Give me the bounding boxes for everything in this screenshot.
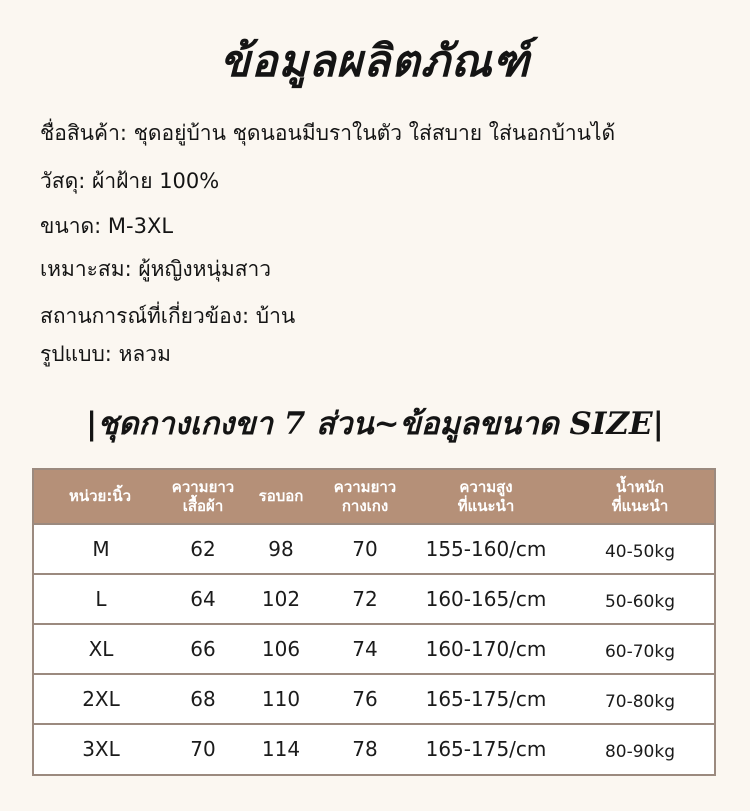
table-row: [34, 673, 714, 723]
product-name-value: ชุดอยู่บ้าน ชุดนอนมีบราในตัว ใส่สบาย ใส่นอกบ้านได้: [133, 121, 616, 145]
chest-cell: 114: [261, 737, 301, 761]
occasion-row: [40, 301, 720, 331]
weight-cell: 70-80kg: [604, 692, 676, 712]
weight-cell: 40-50kg: [604, 542, 676, 562]
occasion-value: บ้าน: [255, 304, 296, 328]
table-row: [34, 523, 714, 573]
height-cell: 155-160/cm: [425, 537, 547, 561]
height-cell: 160-165/cm: [425, 587, 547, 611]
table-row: [34, 573, 714, 623]
shirt-length-cell: 64: [190, 587, 216, 611]
chest-cell: 106: [261, 637, 301, 661]
suitable-for-row: [40, 254, 720, 284]
suitable-for-value: ผู้หญิงหนุ่มสาว: [138, 257, 272, 281]
height-cell: 165-175/cm: [425, 737, 547, 761]
size-cell: L: [95, 587, 107, 611]
height-cell: 165-175/cm: [425, 687, 547, 711]
shirt-length-cell: 68: [190, 687, 216, 711]
size-range-value: M-3XL: [107, 214, 174, 238]
chest-cell: 98: [268, 537, 294, 561]
chest-header: รอบอก: [258, 487, 304, 505]
shirt-length-header: ความยาว เสื้อผ้า: [171, 477, 235, 515]
weight-cell: 50-60kg: [604, 592, 676, 612]
weight-cell: 80-90kg: [604, 742, 676, 762]
material-row: [40, 166, 720, 196]
size-chart-table: [32, 468, 716, 776]
chest-cell: 102: [261, 587, 301, 611]
pants-length-cell: 78: [352, 737, 378, 761]
table-row: [34, 623, 714, 673]
style-value: หลวม: [118, 342, 171, 366]
style-row: [40, 339, 720, 369]
shirt-length-cell: 66: [190, 637, 216, 661]
size-cell: M: [92, 537, 110, 561]
pants-length-cell: 70: [352, 537, 378, 561]
weight-cell: 60-70kg: [604, 642, 676, 662]
chest-cell: 110: [261, 687, 301, 711]
pants-length-header: ความยาว กางเกง: [333, 477, 397, 515]
material-label: วัสดุ:: [40, 169, 86, 193]
product-name-row: [40, 118, 720, 148]
table-row: [34, 723, 714, 773]
recommended-height-header: ความสูง ที่แนะนำ: [457, 477, 515, 515]
size-table-header: [34, 470, 714, 523]
shirt-length-cell: 62: [190, 537, 216, 561]
size-unit-header: หน่วย:นิ้ว: [68, 487, 132, 505]
pants-length-cell: 74: [352, 637, 378, 661]
height-cell: 160-170/cm: [425, 637, 547, 661]
product-info-list: [40, 118, 720, 369]
occasion-label: สถานการณ์ที่เกี่ยวข้อง:: [40, 304, 250, 328]
pants-length-cell: 76: [352, 687, 378, 711]
pants-length-cell: 72: [352, 587, 378, 611]
page-title: ข้อมูลผลิตภัณฑ์: [219, 36, 531, 87]
size-cell: 3XL: [82, 737, 120, 761]
size-cell: XL: [88, 637, 114, 661]
size-cell: 2XL: [82, 687, 120, 711]
size-section-title: |ชุดกางเกงขา 7 ส่วน~ข้อมูลขนาด SIZE|: [86, 406, 664, 442]
recommended-weight-header: น้ำหนัก ที่แนะนำ: [611, 477, 669, 515]
material-value: ผ้าฝ้าย 100%: [92, 169, 220, 193]
product-name-label: ชื่อสินค้า:: [40, 121, 127, 145]
style-label: รูปแบบ:: [40, 342, 112, 366]
size-range-row: [40, 211, 720, 241]
size-range-label: ขนาด:: [40, 214, 102, 238]
suitable-for-label: เหมาะสม:: [40, 257, 132, 281]
shirt-length-cell: 70: [190, 737, 216, 761]
